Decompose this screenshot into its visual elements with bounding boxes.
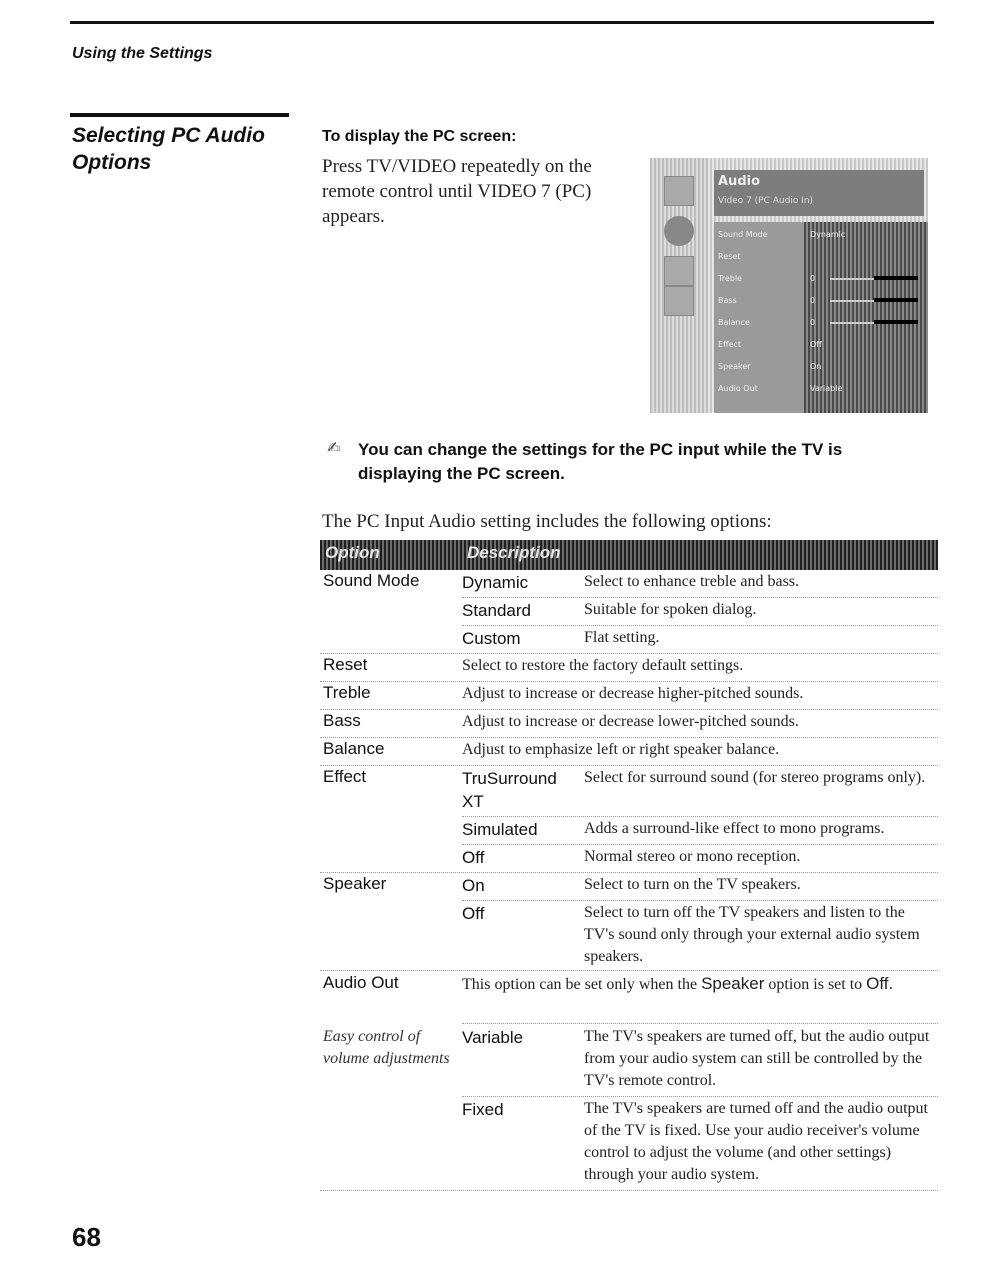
treble-slider (830, 278, 918, 280)
table-header (320, 540, 938, 570)
screen-icon (664, 256, 694, 286)
table-intro: The PC Input Audio setting includes the following options: (322, 511, 772, 532)
header-description: Description (467, 543, 561, 562)
option-description: The TV's speakers are turned off, but the audio output from your audio system can still be controlled by the TV's remote control. (584, 1028, 930, 1089)
setup-icon (664, 286, 694, 316)
option-description: Select to turn on the TV speakers. (584, 876, 801, 893)
tv-menu-item: Bass (718, 296, 737, 305)
section-title: Selecting PC Audio Options (72, 124, 265, 174)
top-rule (70, 21, 934, 24)
tv-menu-value: On (810, 362, 822, 371)
section-rule (70, 113, 289, 117)
option-description: Select to enhance treble and bass. (584, 573, 800, 590)
divider (320, 653, 938, 654)
divider (320, 872, 938, 873)
tv-menu-value: Off (810, 340, 822, 349)
option-label: Effect (323, 767, 367, 786)
tv-menu-item: Reset (718, 252, 741, 261)
option-description: Select to restore the factory default settings. (462, 657, 744, 674)
tv-menu-list (714, 222, 804, 413)
divider (462, 625, 938, 626)
option-description: Adjust to increase or decrease higher-pitched sounds. (462, 685, 804, 702)
divider (320, 1190, 938, 1191)
tv-menu-item: Sound Mode (718, 230, 768, 239)
audio-icon (664, 216, 694, 246)
divider (320, 970, 938, 971)
tv-menu-value: Dynamic (810, 230, 846, 239)
option-value: Fixed (462, 1100, 504, 1119)
tv-menu-item: Audio Out (718, 384, 758, 393)
divider (462, 816, 938, 817)
divider (462, 597, 938, 598)
tv-menu-item: Balance (718, 318, 750, 327)
divider (320, 737, 938, 738)
option-label: Sound Mode (323, 571, 420, 590)
note-pencil-icon: ✍ (327, 438, 341, 457)
option-value: Off (462, 904, 485, 923)
option-label: Balance (323, 739, 385, 758)
slider-knob (874, 320, 918, 324)
tv-menu-item: Speaker (718, 362, 751, 371)
option-label: Treble (323, 683, 371, 702)
balance-slider (830, 322, 918, 324)
option-description (462, 973, 938, 996)
tv-menu-value: Variable (810, 384, 843, 393)
option-value: TruSurround XT (462, 769, 557, 811)
tv-menu-title-bar (714, 170, 924, 216)
option-value: Off (462, 848, 485, 867)
option-value: Simulated (462, 820, 538, 839)
display-subhead: To display the PC screen: (322, 128, 517, 145)
running-header: Using the Settings (72, 45, 213, 62)
divider (462, 844, 938, 845)
slider-knob (874, 276, 918, 280)
option-description: Normal stereo or mono reception. (584, 848, 801, 865)
option-description: Flat setting. (584, 629, 660, 646)
option-description: Suitable for spoken dialog. (584, 601, 757, 618)
option-label: Reset (323, 655, 368, 674)
tv-menu-values (804, 222, 928, 413)
tv-menu-sidebar (650, 158, 708, 413)
option-value: Standard (462, 601, 531, 620)
tv-menu-subtitle: Video 7 (PC Audio In) (718, 196, 814, 206)
tv-menu-value: 0 (810, 274, 816, 283)
option-description: Adjust to increase or decrease lower-pitched sounds. (462, 713, 799, 730)
option-label: Speaker (323, 874, 387, 893)
side-note: Easy control of volume adjustments (323, 1028, 450, 1067)
page-number: 68 (72, 1222, 101, 1252)
options-table (320, 540, 938, 1183)
tv-menu-item: Treble (718, 274, 742, 283)
divider (320, 765, 938, 766)
note-text: You can change the settings for the PC input while the TV is displaying the PC screen. (358, 440, 843, 483)
option-value: Variable (462, 1028, 524, 1047)
option-description: The TV's speakers are turned off and the audio output of the TV is fixed. Use your audio receiver's volume control to adjust the volume (and other settings) through your audio system. (584, 1100, 928, 1183)
header-option: Option (325, 543, 380, 562)
audio-out-note-speaker: Speaker (701, 974, 765, 993)
display-instructions: Press TV/VIDEO repeatedly on the remote control until VIDEO 7 (PC) appears. (322, 156, 592, 227)
option-value: Dynamic (462, 573, 529, 592)
option-description: Select to turn off the TV speakers and listen to the TV's sound only through your external audio system speakers. (584, 904, 920, 965)
picture-icon (664, 176, 694, 206)
divider (462, 1023, 938, 1024)
audio-out-note-off: Off. (866, 974, 894, 993)
divider (320, 709, 938, 710)
option-description: Adjust to emphasize left or right speaker balance. (462, 741, 780, 758)
option-description: Adds a surround-like effect to mono programs. (584, 820, 885, 837)
tv-menu-value: 0 (810, 318, 816, 327)
tv-menu-item: Effect (718, 340, 742, 349)
divider (320, 681, 938, 682)
option-label: Bass (323, 711, 361, 730)
audio-out-note: option is set to (764, 976, 867, 993)
tv-menu-title: Audio (718, 174, 761, 189)
slider-knob (874, 298, 918, 302)
tv-menu-value: 0 (810, 296, 816, 305)
tv-menu-screenshot (650, 158, 928, 413)
option-value: Custom (462, 629, 521, 648)
divider (462, 1096, 938, 1097)
option-label: Audio Out (323, 973, 399, 992)
option-description: Select for surround sound (for stereo programs only). (584, 769, 926, 786)
divider (462, 900, 938, 901)
bass-slider (830, 300, 918, 302)
audio-out-note: This option can be set only when the (462, 976, 702, 993)
option-value: On (462, 876, 485, 895)
